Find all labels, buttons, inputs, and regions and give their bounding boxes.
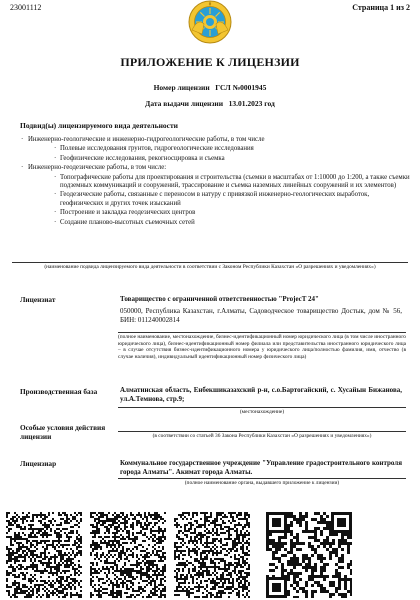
document-number: 23001112	[10, 3, 42, 12]
conditions-label: Особые условия действия лицензии	[20, 423, 106, 441]
list-item: · Геофизические исследования, рекогносцировка и съемка	[20, 155, 412, 163]
subtypes-heading: Подвид(ы) лицензируемого вида деятельности	[20, 121, 178, 130]
divider	[118, 332, 406, 333]
list-item: · Инженерно-геодезические работы, в том числе:	[20, 164, 412, 172]
list-item: · Топографические работы для проектирования и строительства (съемки в масштабах от 1:10000 до 1:200, а также съемки подземных коммуникаций и сооружений, трассирование и съемка наземных линейных сооружений и их элементов)	[20, 174, 412, 191]
qr-code-4	[266, 512, 352, 598]
page-indicator: Страница 1 из 2	[352, 3, 410, 12]
license-date-row	[0, 99, 420, 108]
list-item: · Создание планово-высотных съемочных сетей	[20, 219, 412, 227]
list-item: · Полевые исследования грунтов, гидрогеологические исследования	[20, 145, 412, 153]
list-item: · Геодезические работы, связанные с переносом в натуру с привязкой инженерно-геологических выработок, геофизических и других точек изысканий	[20, 191, 412, 208]
licensor-value: Коммунальное государственное учреждение "Управление градостроительного контроля города Алматы". Акимат города Алматы.	[120, 459, 402, 476]
license-date-value: 13.01.2023 год	[228, 99, 275, 108]
license-number-row	[0, 83, 420, 92]
base-note: (местонахождение)	[239, 409, 285, 415]
licensee-address: 050000, Республика Казахстан, г.Алматы, Садоводческое товарищество Достык, дом № 56, БИН: 011240002814	[120, 307, 402, 324]
qr-code-1	[6, 512, 82, 598]
license-date-label: Дата выдачи лицензии	[145, 99, 224, 108]
subtypes-note: (наименование подвида лицензируемого вида деятельности в соответствии с Законом Республики Казахстан «О разрешениях и уведомлениях»)	[44, 264, 376, 270]
conditions-note: (в соответствии со статьей 36 Закона Республики Казахстан «О разрешениях и уведомлениях»)	[152, 433, 372, 439]
divider	[118, 478, 406, 479]
qr-code-2	[90, 512, 166, 598]
divider	[118, 431, 406, 432]
license-number-value: ГСЛ №0001945	[215, 83, 267, 92]
licensor-note: (полное наименование органа, выдавшего приложение к лицензии)	[184, 480, 340, 486]
qr-code-3	[174, 512, 250, 598]
list-item: · Инженерно-геологические и инженерно-гидрогеологические работы, в том числе	[20, 136, 412, 144]
list-item: · Построение и закладка геодезических центров	[20, 209, 412, 217]
base-value: Алматинская область, Енбекшиказахский р-н, с.о.Бартогайский, с. Хусайын Бижанова, ул.А.Темнова, стр.9;	[120, 386, 402, 403]
license-number-label: Номер лицензии	[153, 83, 210, 92]
divider	[12, 262, 408, 263]
page-title: ПРИЛОЖЕНИЕ К ЛИЦЕНЗИИ	[120, 55, 300, 69]
base-label: Производственная база	[20, 387, 98, 396]
licensee-name: Товарищество с ограниченной ответственностью "ProjecT 24"	[120, 295, 319, 303]
state-emblem-icon	[188, 0, 232, 44]
licensee-label: Лицензиат	[20, 295, 56, 304]
divider	[118, 407, 406, 408]
licensor-label: Лицензиар	[20, 459, 57, 468]
subtypes-list	[20, 136, 412, 228]
licensee-note: (полное наименование, местонахождение, бизнес-идентификационный номер юридического лица (в том числе иностранного юридического лица), бизнес-идентификационный номер филиала или представительства иностранного юридического лица – в случае отсутствия бизнес-идентификационного номера у юридического лица/полностью фамилия, имя, отчество (в случае наличия), индивидуальный идентификационный номер физического лица)	[118, 334, 406, 360]
